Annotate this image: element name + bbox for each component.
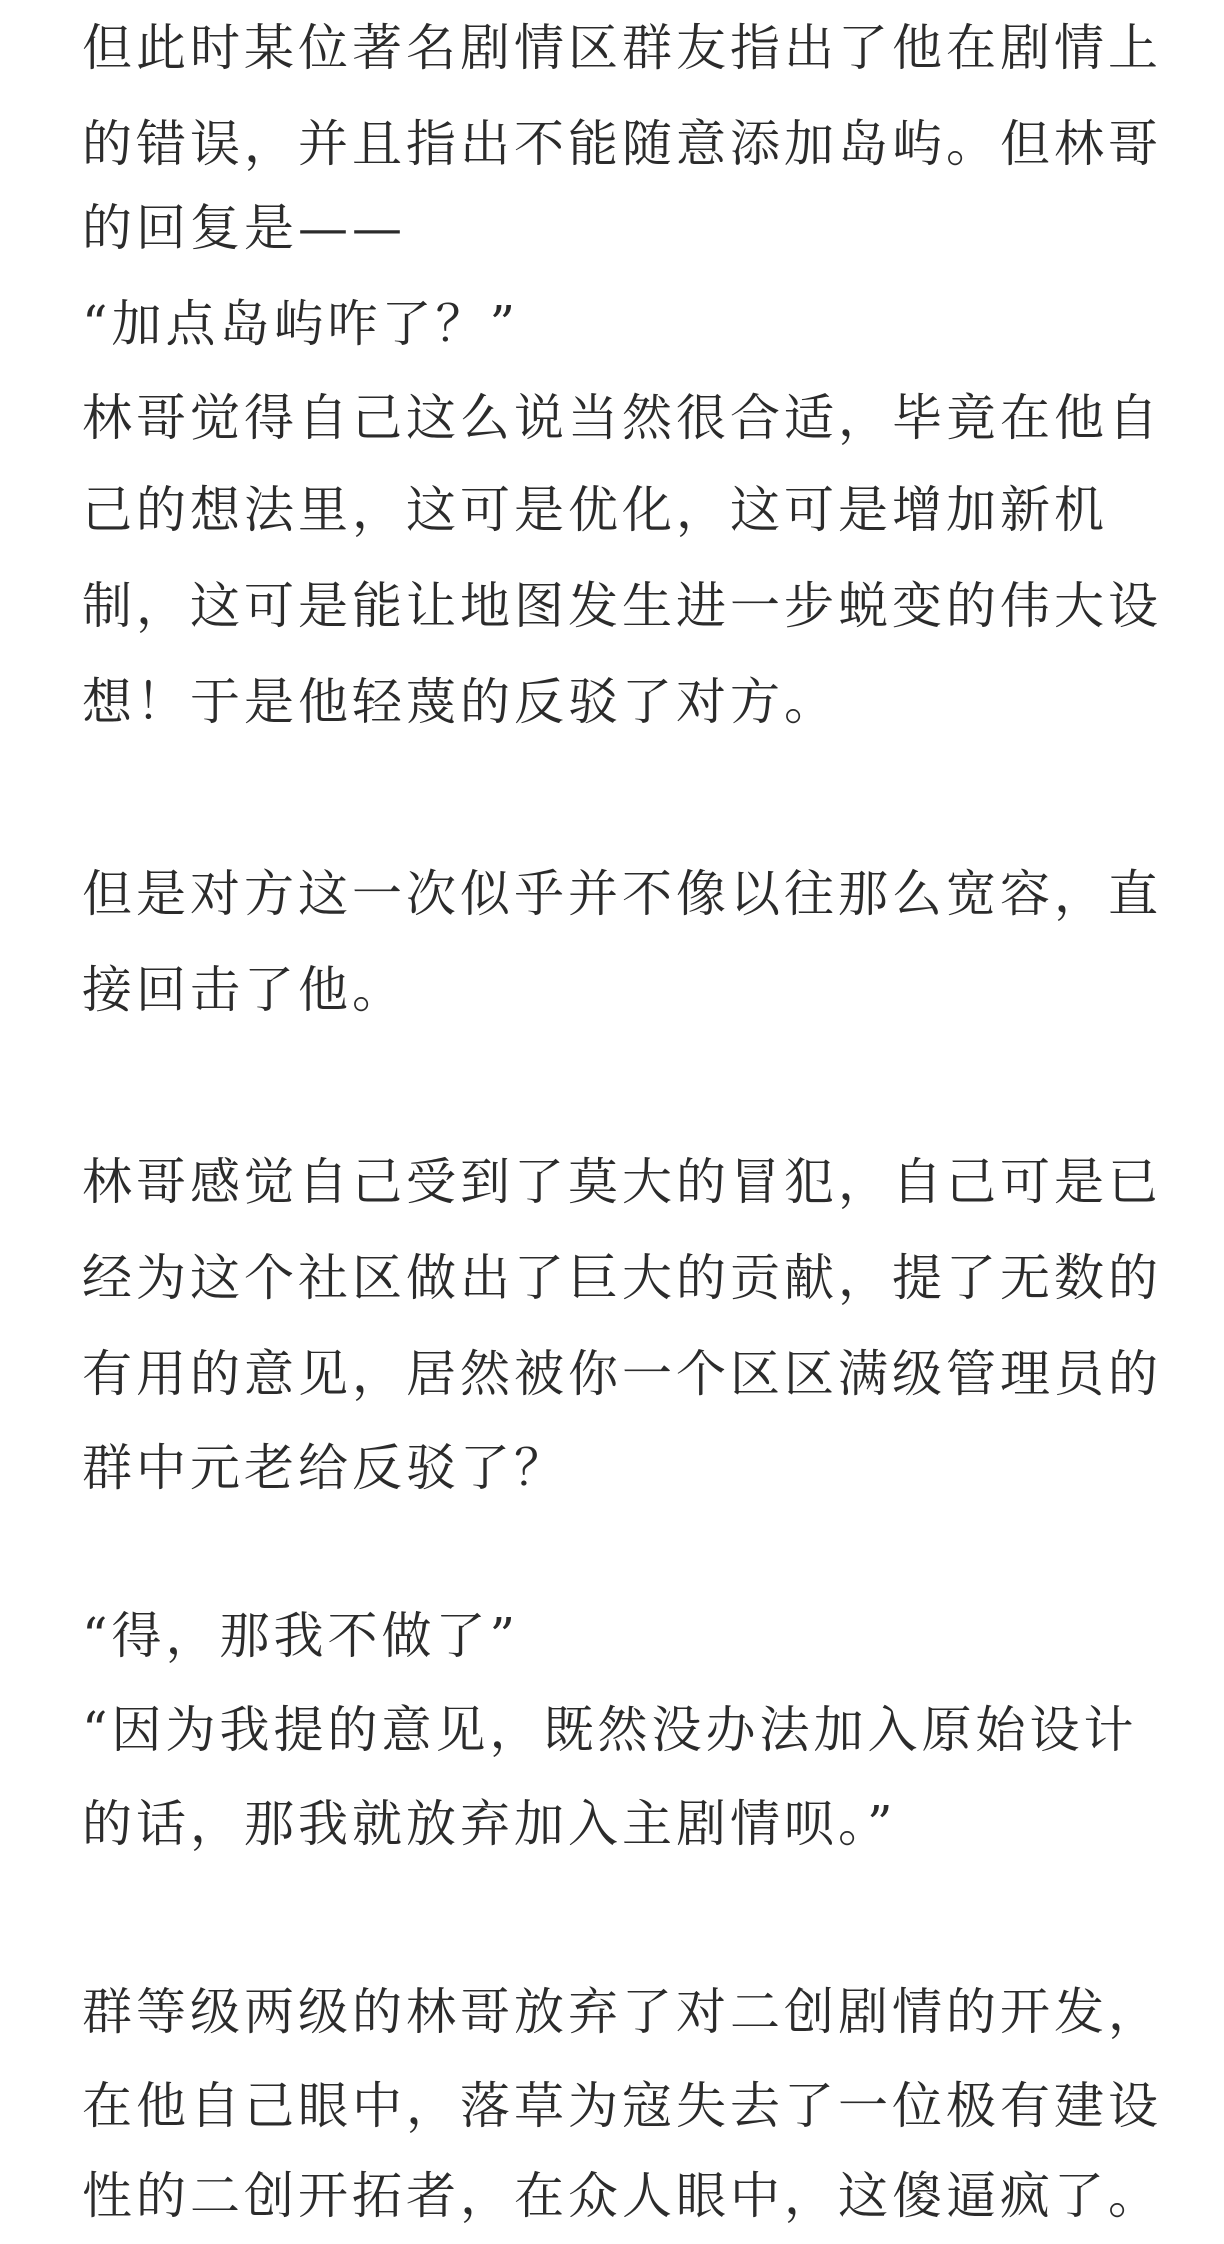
text-line: 性的二创开拓者，在众人眼中，这傻逼疯了。 (82, 2167, 1162, 2225)
text-line: 但此时某位著名剧情区群友指出了他在剧情上 (82, 19, 1162, 77)
text-line: 但是对方这一次似乎并不像以往那么宽容，直 (82, 865, 1162, 923)
text-line: 制，这可是能让地图发生进一步蜕变的伟大设 (82, 577, 1162, 635)
quote-line: 的话，那我就放弃加入主剧情呗。” (82, 1795, 897, 1853)
text-line: 想！于是他轻蔑的反驳了对方。 (82, 673, 838, 731)
text-line: 接回击了他。 (82, 961, 406, 1019)
text-line: 经为这个社区做出了巨大的贡献，提了无数的 (82, 1249, 1162, 1307)
quote-line: “加点岛屿咋了？” (82, 295, 520, 353)
text-line: 林哥觉得自己这么说当然很合适，毕竟在他自 (82, 389, 1162, 447)
quote-line: “得，那我不做了” (82, 1607, 520, 1665)
text-line: 的回复是—— (82, 199, 406, 257)
text-line: 有用的意见，居然被你一个区区满级管理员的 (82, 1345, 1162, 1403)
text-line: 在他自己眼中，落草为寇失去了一位极有建设 (82, 2077, 1162, 2135)
text-line: 己的想法里，这可是优化，这可是增加新机 (82, 481, 1108, 539)
text-line: 林哥感觉自己受到了莫大的冒犯，自己可是已 (82, 1153, 1162, 1211)
text-line: 群中元老给反驳了？ (82, 1439, 568, 1497)
text-line: 的错误，并且指出不能随意添加岛屿。但林哥 (82, 115, 1162, 173)
quote-line: “因为我提的意见，既然没办法加入原始设计 (82, 1701, 1138, 1759)
text-line: 群等级两级的林哥放弃了对二创剧情的开发， (82, 1983, 1162, 2041)
